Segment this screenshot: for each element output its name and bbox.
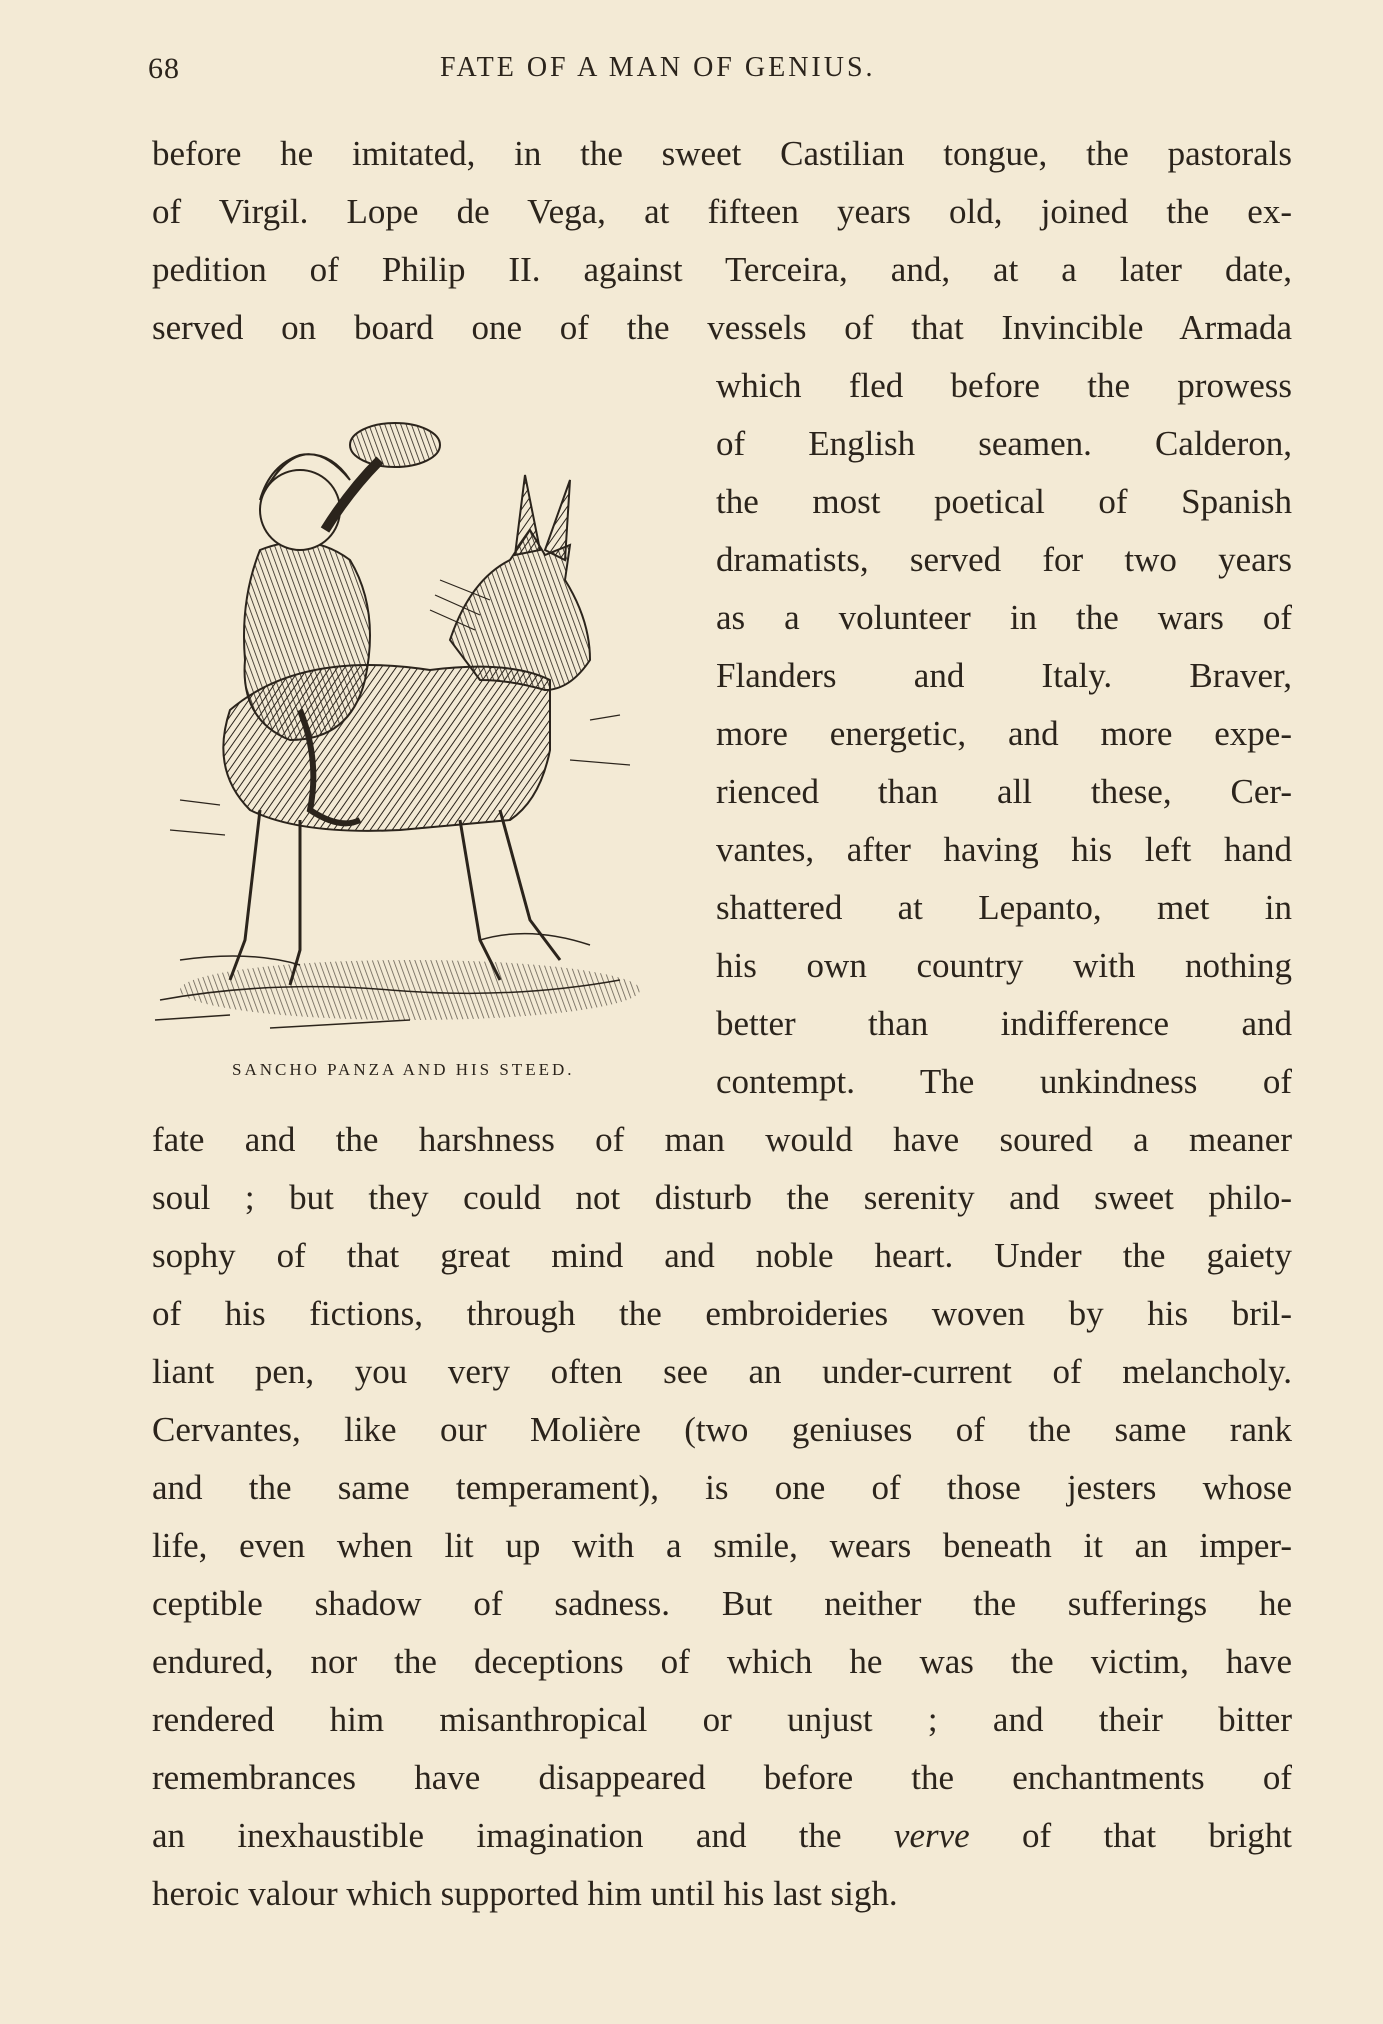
text-line: Flanders and Italy. Braver, — [716, 656, 1292, 695]
text-line: of his fictions, through the embroideries woven by his bril- — [152, 1294, 1292, 1333]
text-line: contempt. The unkindness of — [716, 1062, 1292, 1101]
text-line: which fled before the prowess — [716, 366, 1292, 405]
text-line: and the same temperament), is one of those jesters whose — [152, 1468, 1292, 1507]
text-line: ceptible shadow of sadness. But neither the sufferings he — [152, 1584, 1292, 1623]
page-number: 68 — [148, 52, 180, 85]
engraving-icon — [150, 380, 710, 1040]
running-title: FATE OF A MAN OF GENIUS. — [440, 52, 876, 83]
text-line-with-italic — [152, 1807, 1292, 1865]
text-line: rienced than all these, Cer- — [716, 772, 1292, 811]
text-line: remembrances have disappeared before the enchantments of — [152, 1758, 1292, 1797]
italic-word: verve — [893, 1816, 970, 1855]
text-line: the most poetical of Spanish — [716, 482, 1292, 521]
text-line: life, even when lit up with a smile, wears beneath it an imper- — [152, 1526, 1292, 1565]
last-text-line: heroic valour which supported him until his last sigh. — [152, 1874, 898, 1913]
text-line: of English seamen. Calderon, — [716, 424, 1292, 463]
text-line: fate and the harshness of man would have soured a meaner — [152, 1120, 1292, 1159]
text-span: an inexhaustible imagination and the — [152, 1816, 894, 1855]
text-line: sophy of that great mind and noble heart. Under the gaiety — [152, 1236, 1292, 1275]
text-line: his own country with nothing — [716, 946, 1292, 985]
text-line: served on board one of the vessels of that Invincible Armada — [152, 308, 1292, 347]
text-line: shattered at Lepanto, met in — [716, 888, 1292, 927]
text-line: rendered him misanthropical or unjust ; and their bitter — [152, 1700, 1292, 1739]
text-line: Cervantes, like our Molière (two geniuses of the same rank — [152, 1410, 1292, 1449]
text-line: of Virgil. Lope de Vega, at fifteen years old, joined the ex- — [152, 192, 1292, 231]
text-span: of that bright — [969, 1816, 1292, 1855]
text-line: better than indifference and — [716, 1004, 1292, 1043]
text-line: vantes, after having his left hand — [716, 830, 1292, 869]
text-line: soul ; but they could not disturb the serenity and sweet philo- — [152, 1178, 1292, 1217]
text-line: dramatists, served for two years — [716, 540, 1292, 579]
text-line: as a volunteer in the wars of — [716, 598, 1292, 637]
figure-caption: SANCHO PANZA AND HIS STEED. — [232, 1060, 575, 1079]
text-line: more energetic, and more expe- — [716, 714, 1292, 753]
text-line: pedition of Philip II. against Terceira, and, at a later date, — [152, 250, 1292, 289]
sancho-panza-illustration — [150, 380, 710, 1040]
text-line: before he imitated, in the sweet Castilian tongue, the pastorals — [152, 134, 1292, 173]
text-line: endured, nor the deceptions of which he was the victim, have — [152, 1642, 1292, 1681]
text-line: liant pen, you very often see an under-current of melancholy. — [152, 1352, 1292, 1391]
